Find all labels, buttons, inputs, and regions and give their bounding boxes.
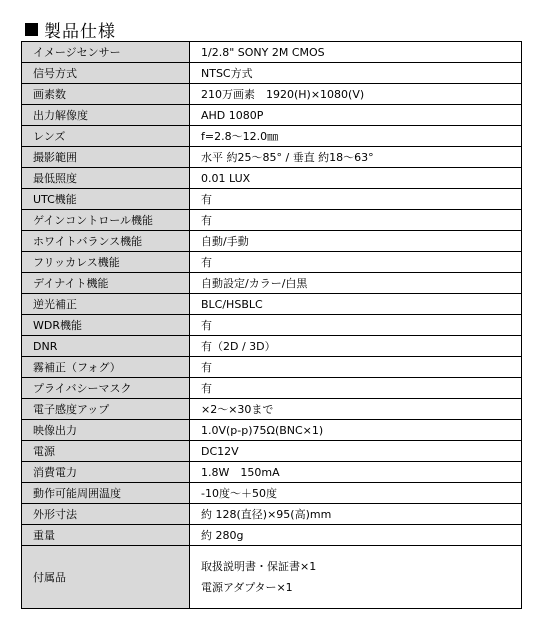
spec-value: 有 bbox=[190, 210, 522, 231]
spec-label: 重量 bbox=[22, 525, 190, 546]
spec-row bbox=[22, 399, 522, 420]
spec-row bbox=[22, 252, 522, 273]
spec-label: 出力解像度 bbox=[22, 105, 190, 126]
spec-table-body bbox=[22, 42, 522, 609]
spec-row-accessories bbox=[22, 546, 522, 609]
spec-row bbox=[22, 147, 522, 168]
spec-label: 逆光補正 bbox=[22, 294, 190, 315]
spec-row bbox=[22, 294, 522, 315]
spec-row bbox=[22, 105, 522, 126]
spec-value: 有（2D / 3D） bbox=[190, 336, 522, 357]
spec-value: 自動/手動 bbox=[190, 231, 522, 252]
spec-value: -10度～＋50度 bbox=[190, 483, 522, 504]
spec-label: 付属品 bbox=[22, 546, 190, 609]
spec-table bbox=[21, 41, 522, 609]
spec-label: UTC機能 bbox=[22, 189, 190, 210]
spec-value: 有 bbox=[190, 252, 522, 273]
spec-row bbox=[22, 63, 522, 84]
spec-row bbox=[22, 336, 522, 357]
spec-row bbox=[22, 441, 522, 462]
spec-label: 映像出力 bbox=[22, 420, 190, 441]
spec-label: フリッカレス機能 bbox=[22, 252, 190, 273]
section-title: 製品仕様 bbox=[44, 21, 116, 42]
spec-row bbox=[22, 168, 522, 189]
spec-row bbox=[22, 525, 522, 546]
spec-value: 有 bbox=[190, 189, 522, 210]
spec-row bbox=[22, 504, 522, 525]
spec-row bbox=[22, 210, 522, 231]
spec-row bbox=[22, 189, 522, 210]
spec-row bbox=[22, 273, 522, 294]
spec-value: f=2.8～12.0㎜ bbox=[190, 126, 522, 147]
spec-label: 外形寸法 bbox=[22, 504, 190, 525]
spec-value: 210万画素 1920(H)×1080(V) bbox=[190, 84, 522, 105]
spec-value: 有 bbox=[190, 315, 522, 336]
spec-value: DC12V bbox=[190, 441, 522, 462]
black-square-icon bbox=[25, 23, 38, 36]
spec-row bbox=[22, 483, 522, 504]
spec-label: DNR bbox=[22, 336, 190, 357]
spec-label: 消費電力 bbox=[22, 462, 190, 483]
accessory-item: 電源アダプター×1 bbox=[201, 581, 293, 594]
spec-row bbox=[22, 357, 522, 378]
spec-label: 撮影範囲 bbox=[22, 147, 190, 168]
spec-value: 1.0V(p-p)75Ω(BNC×1) bbox=[190, 420, 522, 441]
spec-label: 霧補正（フォグ） bbox=[22, 357, 190, 378]
spec-row bbox=[22, 42, 522, 63]
spec-label: イメージセンサー bbox=[22, 42, 190, 63]
spec-value: 0.01 LUX bbox=[190, 168, 522, 189]
accessory-item: 取扱説明書・保証書×1 bbox=[201, 560, 317, 573]
spec-label: 最低照度 bbox=[22, 168, 190, 189]
spec-row bbox=[22, 126, 522, 147]
spec-value: 約 280g bbox=[190, 525, 522, 546]
spec-row bbox=[22, 231, 522, 252]
spec-value: NTSC方式 bbox=[190, 63, 522, 84]
spec-value: 水平 約25～85° / 垂直 約18～63° bbox=[190, 147, 522, 168]
spec-value: 自動設定/カラー/白黒 bbox=[190, 273, 522, 294]
spec-label: WDR機能 bbox=[22, 315, 190, 336]
spec-value: ×2～×30まで bbox=[190, 399, 522, 420]
spec-value: 1/2.8" SONY 2M CMOS bbox=[190, 42, 522, 63]
spec-label: ホワイトバランス機能 bbox=[22, 231, 190, 252]
spec-row bbox=[22, 420, 522, 441]
spec-label: 画素数 bbox=[22, 84, 190, 105]
spec-row bbox=[22, 315, 522, 336]
spec-row bbox=[22, 378, 522, 399]
spec-label: デイナイト機能 bbox=[22, 273, 190, 294]
spec-label: 電子感度アップ bbox=[22, 399, 190, 420]
accessories-value bbox=[190, 546, 522, 609]
spec-row bbox=[22, 84, 522, 105]
spec-value: 約 128(直径)×95(高)mm bbox=[190, 504, 522, 525]
section-heading bbox=[24, 18, 116, 40]
spec-label: レンズ bbox=[22, 126, 190, 147]
spec-label: プライバシーマスク bbox=[22, 378, 190, 399]
spec-label: 電源 bbox=[22, 441, 190, 462]
spec-label: ゲインコントロール機能 bbox=[22, 210, 190, 231]
spec-label: 信号方式 bbox=[22, 63, 190, 84]
spec-label: 動作可能周囲温度 bbox=[22, 483, 190, 504]
spec-row bbox=[22, 462, 522, 483]
spec-value: BLC/HSBLC bbox=[190, 294, 522, 315]
spec-value: 1.8W 150mA bbox=[190, 462, 522, 483]
spec-value: 有 bbox=[190, 357, 522, 378]
spec-value: 有 bbox=[190, 378, 522, 399]
spec-value: AHD 1080P bbox=[190, 105, 522, 126]
